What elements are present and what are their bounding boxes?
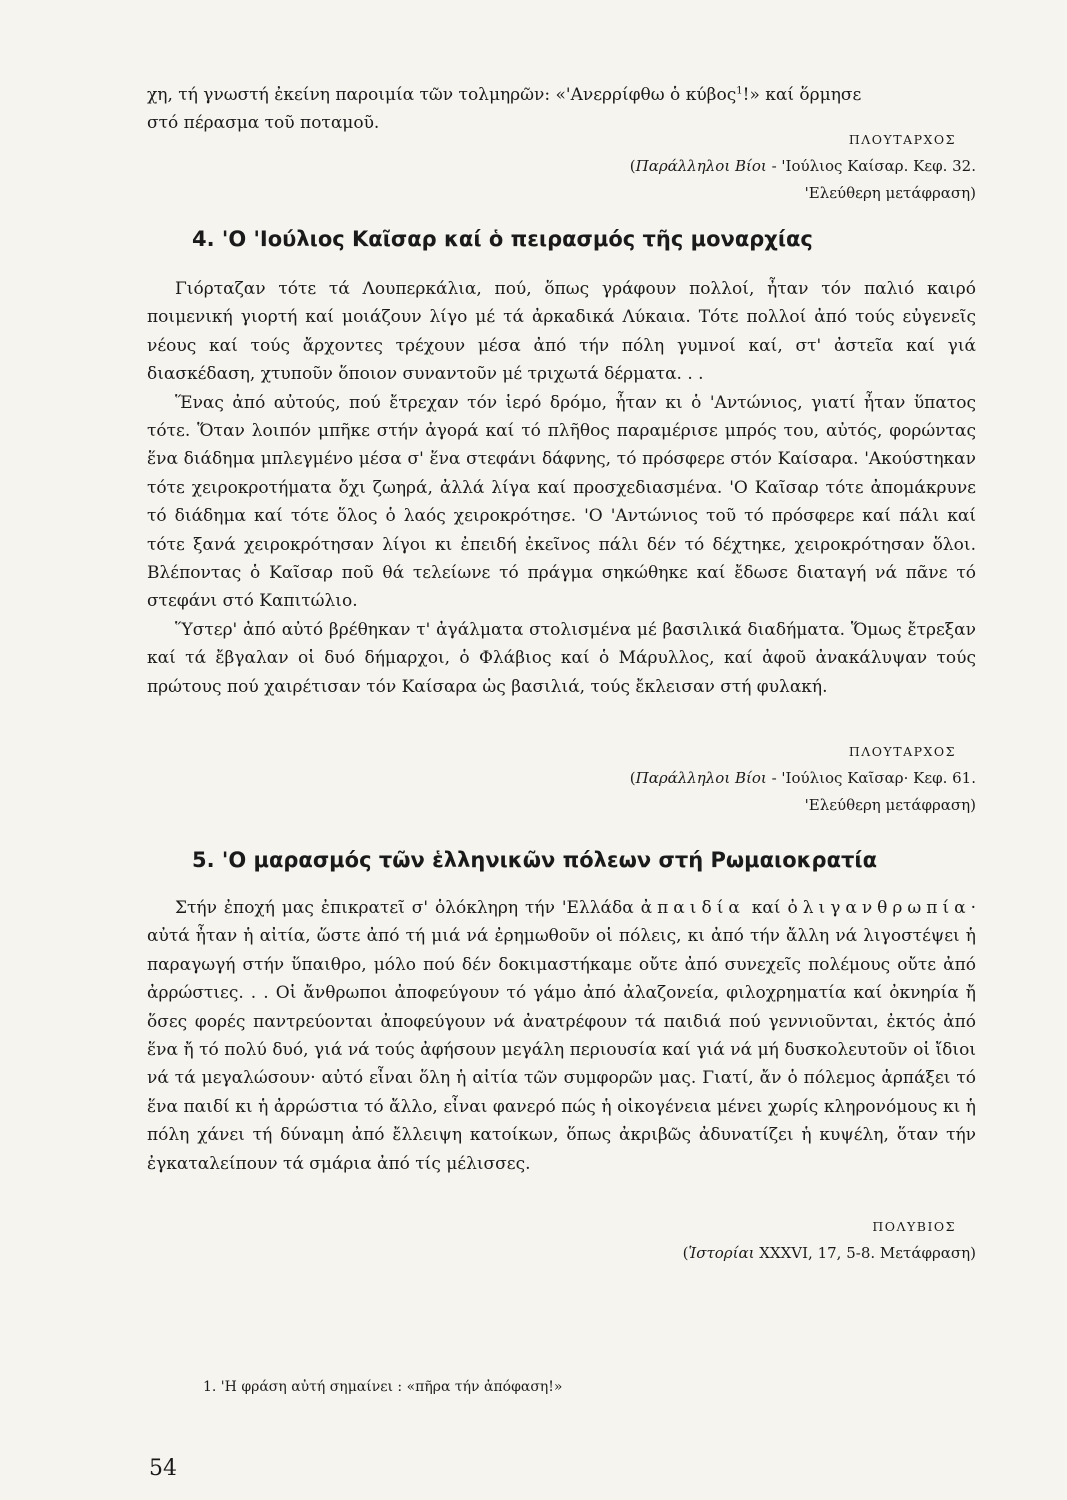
attribution-title: Ἱστορίαι <box>688 1244 755 1262</box>
attribution-note: 'Ελεύθερη μετάφραση) <box>804 184 976 202</box>
attribution-author: ΠΟΛΥΒΙΟΣ <box>872 1219 956 1234</box>
paragraph-continuation: χη, τή γνωστή ἐκείνη παροιμία τῶν τολμηρῶν: «'Ανερρίφθω ὁ κύβος$^1$!» καί ὅρμησε στό πέρασμα τοῦ ποταμοῦ. <box>147 85 862 134</box>
paragraph: Ἕνας ἀπό αὐτούς, πού ἔτρεχαν τόν ἱερό δρόμο, ἦταν κι ὁ 'Αντώνιος, γιατί ἦταν ὕπατος τότε. Ὅταν λοιπόν μπῆκε στήν ἀγορά καί τό πλῆθος παραμέρισε μπρός του, αὐτός, φορώντας ἕνα διάδημα μπλεγμένο μέσα σ' ἕνα στεφάνι δάφνης, τό πρόσφερε στόν Καίσαρα. 'Ακούστηκαν τότε χειροκροτήματα ὄχι ζωηρά, ἀλλά λίγα καί προσχεδιασμένα. 'Ο Καῖσαρ τότε ἀπομάκρυνε τό διάδημα καί τότε ὅλος ὁ λαός χειροκρότησε. 'Ο 'Αντώνιος τοῦ τό πρόσφερε καί πάλι καί τότε ξανά χειροκρότησαν λίγοι κι ἐπειδή ἐκεῖνος πάλι δέν τό δέχτηκε, χειροκρότησαν ὅλοι. Βλέποντας ὁ Καῖσαρ ποῦ θά τελείωνε τό πράγμα σηκώθηκε καί ἔδωσε διαταγή νά πᾶνε τό στεφάνι στό Καπιτώλιο. <box>147 392 976 612</box>
paragraph: Γιόρταζαν τότε τά Λουπερκάλια, πού, ὅπως γράφουν πολλοί, ἦταν τόν παλιό καιρό ποιμενική γιορτή καί μοιάζουν λίγο μέ τά ἀρκαδικά Λύκαια. Τότε πολλοί ἀπό τούς εὐγενεῖς νέους καί τούς ἄρχοντες τρέχουν μέσα ἀπό τήν πόλη γυμνοί καί, στ' ἀστεῖα καί γιά διασκέδαση, χτυποῦν ὅποιον συναντοῦν μέ τριχωτά δέρματα. . . <box>147 279 976 385</box>
attribution-title: Παράλληλοι Βίοι <box>635 157 767 175</box>
section-heading-4: 4. 'Ο 'Ιούλιος Καῖσαρ καί ὁ πειρασμός τῆς μοναρχίας <box>192 227 813 251</box>
attribution-author: ΠΛΟΥΤΑΡΧΟΣ <box>848 744 956 759</box>
footnote: 1. 'Η φράση αὐτή σημαίνει : «πῆρα τήν ἀπόφαση!» <box>203 1379 563 1395</box>
footnote-ref: 1 <box>736 85 743 97</box>
attribution-polybius: ΠΟΛΥΒΙΟΣ (Ἱστορίαι XXXVI, 17, 5-8. Μετάφραση) <box>683 1213 976 1267</box>
attribution-plutarch-1: ΠΛΟΥΤΑΡΧΟΣ (Παράλληλοι Βίοι - 'Ιούλιος Καίσαρ. Κεφ. 32. 'Ελεύθερη μετάφραση) <box>630 126 976 207</box>
attribution-note: 'Ελεύθερη μετάφραση) <box>804 796 976 814</box>
emphasized-term: ἀπαιδία <box>640 898 745 918</box>
emphasized-term: ὀλιγανθρωπία <box>787 898 971 918</box>
page-number: 54 <box>149 1456 177 1481</box>
attribution-title: Παράλληλοι Βίοι <box>635 769 767 787</box>
section-4-text <box>147 275 976 701</box>
paragraph: Ὕστερ' ἀπό αὐτό βρέθηκαν τ' ἀγάλματα στολισμένα μέ βασιλικά διαδήματα. Ὅμως ἔτρεξαν καί τά ἔβγαλαν οἱ δυό δήμαρχοι, ὁ Φλάβιος καί ὁ Μάρυλλος, καί ἀφοῦ ἀνακάλυψαν τούς πρώτους πού χαιρέτισαν τόν Καίσαρα ὡς βασιλιά, τούς ἔκλεισαν στή φυλακή. <box>147 619 976 697</box>
attribution-plutarch-2: ΠΛΟΥΤΑΡΧΟΣ (Παράλληλοι Βίοι - 'Ιούλιος Καῖσαρ· Κεφ. 61. 'Ελεύθερη μετάφραση) <box>630 738 976 819</box>
section-5-text: Στήν ἐποχή μας ἐπικρατεῖ σ' ὁλόκληρη τήν 'Ελλάδα ἀπαιδία καί ὀλιγανθρωπία· αὐτά ἦταν ἡ αἰτία, ὥστε ἀπό τή μιά νά ἐρημωθοῦν οἱ πόλεις, κι ἀπό τήν ἄλλη νά λιγοστέψει ἡ παραγωγή στήν ὕπαιθρο, μόλο πού δέν δοκιμαστήκαμε οὔτε ἀπό συνεχεῖς πολέμους οὔτε ἀπό ἀρρώστιες. . . Οἱ ἄνθρωποι ἀποφεύγουν τό γάμο ἀπό ἀλαζονεία, φιλοχρηματία καί ὀκνηρία ἤ ὅσες φορές παντρεύονται ἀποφεύγουν νά ἀνατρέφουν τά παιδιά πού γεννιοῦνται, ἐκτός ἀπό ἕνα ἤ τό πολύ δυό, γιά νά τούς ἀφήσουν μεγάλη περιουσία καί γιά νά μή δυσκολευτοῦν οἱ ἴδιοι νά τά μεγαλώσουν· αὐτό εἶναι ὅλη ἡ αἰτία τῶν συμφορῶν μας. Γιατί, ἄν ὁ πόλεμος ἁρπάξει τό ἕνα παιδί κι ἡ ἀρρώστια τό ἄλλο, εἶναι φανερό πώς ἡ οἰκογένεια μένει χωρίς κληρονόμους κι ἡ πόλη χάνει τή δύναμη ἀπό ἔλλειψη κατοίκων, ὅπως ἀκριβῶς ἀδυνατίζει ἡ κυψέλη, ὅταν τήν ἐγκαταλείπουν τά σμάρια ἀπό τίς μέλισσες. <box>147 898 976 1174</box>
section-heading-5: 5. 'Ο μαρασμός τῶν ἑλληνικῶν πόλεων στή Ρωμαιοκρατία <box>192 848 878 872</box>
attribution-author: ΠΛΟΥΤΑΡΧΟΣ <box>848 132 956 147</box>
